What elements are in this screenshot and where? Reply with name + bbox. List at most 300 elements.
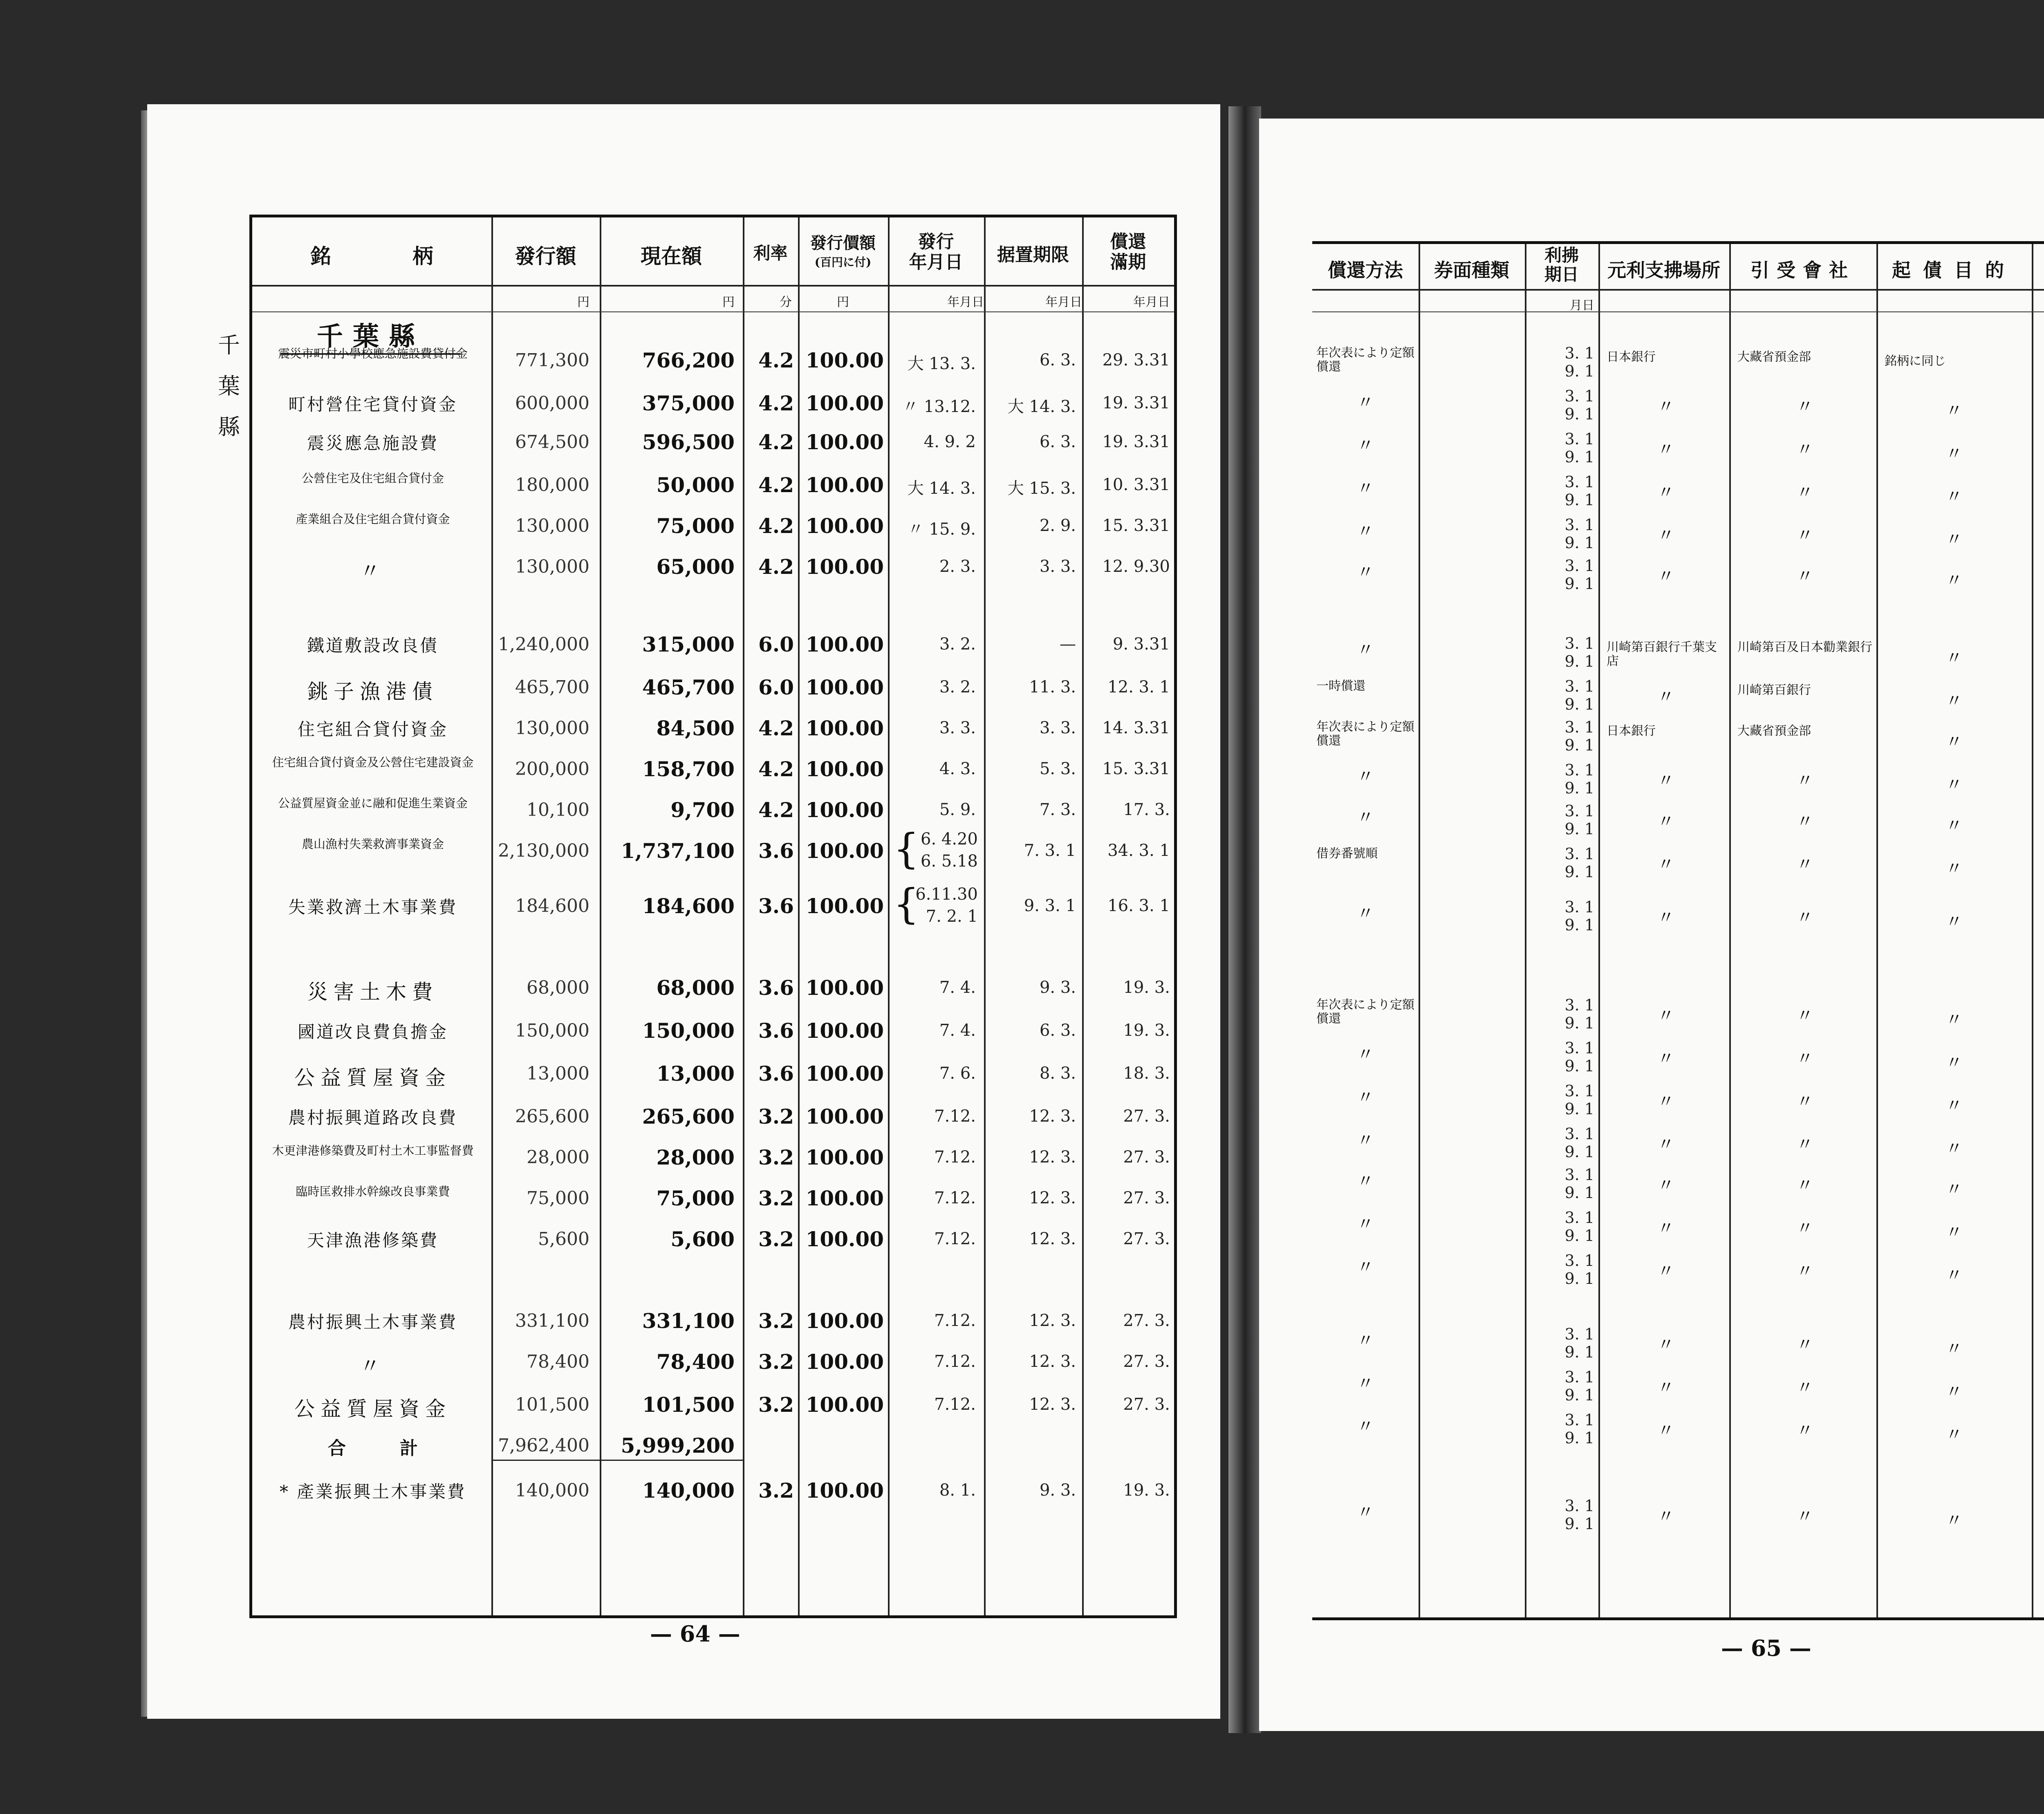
row-payer: 〃 (1657, 1420, 1674, 1440)
row-current: 9,700 (670, 798, 735, 822)
row-name: 住宅組合貸付資金 (297, 719, 448, 739)
row-rate: 3.2 (758, 1145, 794, 1169)
row-price: 100.00 (805, 757, 884, 781)
row-deferment: 6. 3. (1039, 1021, 1076, 1040)
row-underwriter: 〃 (1796, 1006, 1813, 1026)
row-purpose: 〃 (1945, 775, 1963, 795)
row-pay-day: 3. 1 9. 1 (1564, 1325, 1594, 1361)
row-name: 農山漁村失業救濟事業資金 (301, 837, 444, 851)
row-payer: 〃 (1657, 1134, 1674, 1154)
header-issued-2: 年月日 (909, 252, 963, 273)
row-issue: 101,500 (515, 1394, 589, 1415)
row-deferment: 12. 3. (1029, 1148, 1076, 1167)
row-redeem: 27. 3. (1123, 1148, 1170, 1167)
row-issue: 13,000 (527, 1063, 589, 1084)
row-redeem: 29. 3.31 (1102, 351, 1170, 370)
unit-issued: 年月日 (947, 295, 984, 309)
row-issue: 771,300 (515, 350, 589, 371)
row-issue: 200,000 (515, 759, 589, 779)
row-deferment: — (1060, 635, 1076, 654)
row-rate: 4.2 (758, 757, 794, 781)
row-current: 68,000 (656, 976, 735, 1000)
row-purpose: 〃 (1945, 486, 1963, 506)
row-deferment: 11. 3. (1029, 678, 1076, 696)
row-method: 年次表により定額償還 (1316, 720, 1414, 748)
row-current: 158,700 (642, 757, 735, 781)
row-name: 震災市町村小學校應急施設費貸付金 (278, 347, 468, 361)
row-deferment: 9. 3. (1039, 1481, 1076, 1500)
row-name: 震災應急施設費 (307, 433, 439, 453)
row-name: 鐵道敷設改良債 (307, 636, 439, 656)
row-issued: 8. 1. (939, 1481, 976, 1500)
row-pay-day: 3. 1 9. 1 (1564, 1497, 1594, 1533)
row-issue: 130,000 (515, 556, 589, 577)
row-issue: 150,000 (515, 1020, 589, 1041)
row-underwriter: 〃 (1796, 1048, 1813, 1068)
row-current: 78,400 (656, 1350, 735, 1374)
row-method: 〃 (1356, 1044, 1374, 1064)
row-price: 100.00 (805, 839, 884, 863)
row-issued: 7.12. (934, 1311, 976, 1330)
row-purpose: 〃 (1945, 529, 1963, 549)
row-name: 公益質屋資金並に融和促進生業資金 (278, 796, 468, 810)
row-current: 5,999,200 (621, 1433, 735, 1458)
section-title: 千葉縣 (281, 316, 461, 355)
row-issue: 331,100 (515, 1310, 589, 1331)
row-name: * 產業振興土木事業費 (279, 1482, 466, 1502)
row-price: 100.00 (805, 1478, 884, 1503)
row-name: 住宅組合貸付資金及公營住宅建設資金 (272, 755, 474, 769)
row-redeem: 19. 3.31 (1102, 432, 1170, 451)
row-price: 100.00 (805, 1393, 884, 1417)
row-pay-day: 3. 1 9. 1 (1564, 1039, 1594, 1075)
header-price-sub: (百円に付) (814, 255, 872, 269)
row-issued-2: 7. 2. 1 (926, 907, 978, 926)
row-rate: 3.6 (758, 1019, 794, 1043)
row-issued: 5. 9. (939, 800, 976, 819)
row-rate: 4.2 (758, 798, 794, 822)
row-purpose: 〃 (1945, 691, 1963, 711)
row-issued: 3. 3. (939, 719, 976, 737)
header-method: 償還方法 (1328, 259, 1403, 281)
row-purpose: 〃 (1945, 443, 1963, 464)
row-name: 農村振興土木事業費 (288, 1312, 457, 1332)
header-issue: 發行額 (515, 244, 576, 268)
row-underwriter: 〃 (1796, 482, 1813, 502)
row-current: 5,600 (670, 1227, 735, 1251)
unit-current: 円 (722, 295, 735, 309)
row-redeem: 9. 3.31 (1113, 635, 1170, 654)
row-pay-day: 3. 1 9. 1 (1564, 718, 1594, 754)
row-pay-day: 3. 1 9. 1 (1564, 516, 1594, 552)
row-method: 〃 (1356, 521, 1374, 541)
row-underwriter: 〃 (1796, 1218, 1813, 1238)
row-current: 13,000 (656, 1062, 735, 1086)
unit-issue: 円 (577, 295, 589, 309)
header-redeem-2: 滿期 (1110, 252, 1146, 273)
row-redeem: 12. 9.30 (1102, 557, 1170, 576)
row-method: 借券番號順 (1316, 847, 1378, 861)
row-price: 100.00 (805, 632, 884, 656)
row-issued: 7.12. (934, 1107, 976, 1126)
row-issue: 465,700 (515, 677, 589, 698)
row-issue: 184,600 (515, 896, 589, 916)
row-method: 〃 (1356, 1087, 1374, 1107)
row-purpose: 〃 (1945, 1424, 1963, 1444)
row-redeem: 19. 3. (1123, 1021, 1170, 1040)
row-pay-day: 3. 1 9. 1 (1564, 1252, 1594, 1288)
row-current: 596,500 (642, 430, 735, 454)
row-issued: 7. 4. (939, 978, 976, 997)
row-payer: 〃 (1657, 1218, 1674, 1238)
row-purpose: 〃 (1945, 1138, 1963, 1158)
row-redeem: 15. 3.31 (1102, 516, 1170, 535)
header-underwriter: 引受會社 (1750, 259, 1855, 281)
row-issued: 〃 15. 9. (907, 520, 976, 539)
row-redeem: 27. 3. (1123, 1189, 1170, 1207)
row-payer: 日本銀行 (1607, 724, 1656, 738)
row-purpose: 〃 (1945, 911, 1963, 932)
row-price: 100.00 (805, 1104, 884, 1129)
row-payer: 〃 (1657, 439, 1674, 459)
row-deferment: 3. 3. (1039, 719, 1076, 737)
row-issue: 75,000 (527, 1188, 589, 1209)
row-pay-day: 3. 1 9. 1 (1564, 1166, 1594, 1202)
row-current: 75,000 (656, 1186, 735, 1210)
row-redeem: 19. 3.31 (1102, 394, 1170, 412)
row-issued: 2. 3. (939, 557, 976, 576)
row-rate: 4.2 (758, 348, 794, 372)
row-issued: 大 13. 3. (907, 354, 976, 373)
row-current: 65,000 (656, 555, 735, 579)
row-purpose: 〃 (1945, 732, 1963, 752)
row-redeem: 10. 3.31 (1102, 475, 1170, 494)
row-pay-day: 3. 1 9. 1 (1564, 845, 1594, 881)
row-underwriter: 川崎第百及日本勸業銀行 (1737, 640, 1872, 654)
row-current: 184,600 (642, 894, 735, 918)
row-method: 年次表により定額償還 (1316, 998, 1414, 1026)
row-deferment: 2. 9. (1039, 516, 1076, 535)
row-method: 〃 (1356, 1214, 1374, 1234)
row-price: 100.00 (805, 430, 884, 454)
row-payer: 〃 (1657, 525, 1674, 545)
row-payer: 〃 (1657, 482, 1674, 502)
row-redeem: 14. 3.31 (1102, 719, 1170, 737)
row-rate: 4.2 (758, 716, 794, 740)
row-name: 國道改良費負擔金 (297, 1022, 448, 1042)
row-current: 101,500 (642, 1393, 735, 1417)
row-issued: 6.11.30 (915, 885, 978, 904)
row-issued: 7.12. (934, 1395, 976, 1414)
row-payer: 〃 (1657, 1506, 1674, 1526)
row-pay-day: 3. 1 9. 1 (1564, 557, 1594, 593)
total-underline (491, 1460, 743, 1461)
row-purpose: 銘柄に同じ (1885, 354, 1946, 368)
row-redeem: 15. 3.31 (1102, 759, 1170, 778)
row-rate: 4.2 (758, 391, 794, 415)
row-issued: 〃 13.12. (902, 397, 976, 416)
row-issued: 4. 9. 2 (923, 432, 976, 451)
row-payer: 〃 (1657, 1335, 1674, 1355)
row-pay-day: 3. 1 9. 1 (1564, 1411, 1594, 1447)
unit-price: 円 (837, 295, 849, 309)
row-deferment: 12. 3. (1029, 1229, 1076, 1248)
row-purpose: 〃 (1945, 1339, 1963, 1359)
row-pay-day: 3. 1 9. 1 (1564, 761, 1594, 797)
row-current: 140,000 (642, 1478, 735, 1503)
row-purpose: 〃 (1945, 1222, 1963, 1242)
bond-table-left (249, 215, 1177, 1618)
row-purpose: 〃 (1945, 1010, 1963, 1030)
row-price: 100.00 (805, 1062, 884, 1086)
row-issued: 7. 4. (939, 1021, 976, 1040)
row-pay-day: 3. 1 9. 1 (1564, 344, 1594, 380)
row-name: 農村振興道路改良費 (288, 1108, 457, 1128)
row-method: 〃 (1356, 392, 1374, 412)
row-purpose: 〃 (1945, 815, 1963, 835)
row-purpose: 〃 (1945, 648, 1963, 668)
header-redeem: 償還 (1110, 231, 1146, 252)
row-deferment: 大 15. 3. (1007, 479, 1076, 498)
row-issue: 130,000 (515, 515, 589, 536)
row-pay-day: 3. 1 9. 1 (1564, 387, 1594, 423)
row-rate: 4.2 (758, 514, 794, 538)
row-underwriter: 〃 (1796, 566, 1813, 586)
row-redeem: 19. 3. (1123, 978, 1170, 997)
row-purpose: 〃 (1945, 1053, 1963, 1073)
row-price: 100.00 (805, 894, 884, 918)
row-underwriter: 〃 (1796, 770, 1813, 791)
row-underwriter: 〃 (1796, 811, 1813, 831)
row-issue: 78,400 (527, 1351, 589, 1372)
row-name: 木更津港修築費及町村土木工事監督費 (272, 1144, 474, 1158)
row-purpose: 〃 (1945, 570, 1963, 590)
row-price: 100.00 (805, 675, 884, 699)
row-rate: 3.2 (758, 1309, 794, 1333)
row-issued: 7.12. (934, 1148, 976, 1167)
header-pay-day: 利拂 (1544, 245, 1579, 265)
row-price: 100.00 (805, 1350, 884, 1374)
row-current: 1,737,100 (621, 839, 735, 863)
row-name: 臨時匡救排水幹線改良事業費 (296, 1185, 450, 1198)
row-underwriter: 〃 (1796, 1420, 1813, 1440)
row-name: 公益質屋資金 (294, 1397, 451, 1421)
row-method: 年次表により定額償還 (1316, 346, 1414, 374)
row-issued: 3. 2. (939, 678, 976, 696)
row-deferment: 3. 3. (1039, 557, 1076, 576)
row-price: 100.00 (805, 555, 884, 579)
row-payer: 川崎第百銀行千葉支店 (1607, 640, 1717, 668)
brace-glyph: { (893, 880, 919, 928)
row-issue: 5,600 (538, 1229, 589, 1250)
row-rate: 3.6 (758, 1062, 794, 1086)
row-redeem: 12. 3. 1 (1107, 678, 1170, 696)
row-underwriter: 〃 (1796, 1134, 1813, 1154)
row-rate: 3.6 (758, 839, 794, 863)
bond-table-right (1312, 241, 2044, 1620)
row-rate: 3.2 (758, 1393, 794, 1417)
row-method: 〃 (1356, 766, 1374, 786)
row-current: 465,700 (642, 675, 735, 699)
row-method: 〃 (1356, 1171, 1374, 1191)
left-page (147, 104, 1220, 1719)
row-method: 〃 (1356, 1130, 1374, 1150)
page-number-right: — 65 — (1721, 1635, 1811, 1661)
row-issued: 7.12. (934, 1229, 976, 1248)
row-purpose: 〃 (1945, 1510, 1963, 1530)
row-deferment: 12. 3. (1029, 1189, 1076, 1207)
row-payer: 日本銀行 (1607, 350, 1656, 364)
row-issue: 130,000 (515, 718, 589, 739)
row-underwriter: 〃 (1796, 1377, 1813, 1397)
row-method: 〃 (1356, 478, 1374, 498)
brace-glyph: { (893, 825, 919, 873)
row-payer: 〃 (1657, 811, 1674, 831)
row-purpose: 〃 (1945, 1382, 1963, 1402)
row-issue: 28,000 (527, 1147, 589, 1168)
row-pay-day: 3. 1 9. 1 (1564, 1125, 1594, 1161)
row-price: 100.00 (805, 716, 884, 740)
row-method: 〃 (1356, 1416, 1374, 1436)
row-issue: 265,600 (515, 1106, 589, 1127)
row-method: 〃 (1356, 435, 1374, 455)
row-pay-day: 3. 1 9. 1 (1564, 1209, 1594, 1245)
row-issued-2: 6. 5.18 (921, 852, 978, 871)
row-redeem: 27. 3. (1123, 1352, 1170, 1371)
row-name: 〃 (360, 1354, 386, 1378)
row-method: 〃 (1356, 807, 1374, 827)
row-method: 〃 (1356, 1502, 1374, 1522)
row-name: 產業組合及住宅組合貸付資金 (296, 512, 450, 526)
row-name: 町村營住宅貸付資金 (288, 394, 457, 414)
row-issue: 10,100 (527, 800, 589, 820)
row-issue: 2,130,000 (498, 840, 589, 861)
row-rate: 3.2 (758, 1478, 794, 1503)
row-purpose: 〃 (1945, 1179, 1963, 1199)
row-redeem: 27. 3. (1123, 1395, 1170, 1414)
right-page (1259, 119, 2044, 1731)
row-price: 100.00 (805, 348, 884, 372)
row-underwriter: 大藏省預金部 (1737, 350, 1811, 364)
row-current: 50,000 (656, 473, 735, 497)
row-issued: 6. 4.20 (921, 830, 978, 849)
row-price: 100.00 (805, 1145, 884, 1169)
unit-pay-day: 月日 (1570, 298, 1594, 313)
row-payer: 〃 (1657, 770, 1674, 791)
row-name: 合 計 (328, 1438, 418, 1459)
row-issue: 600,000 (515, 393, 589, 414)
row-issue: 1,240,000 (498, 634, 589, 655)
row-underwriter: 〃 (1796, 854, 1813, 874)
row-price: 100.00 (805, 391, 884, 415)
row-issue: 180,000 (515, 475, 589, 495)
row-underwriter: 〃 (1796, 1506, 1813, 1526)
row-purpose: 〃 (1945, 401, 1963, 421)
row-method: 〃 (1356, 903, 1374, 923)
row-deferment: 12. 3. (1029, 1395, 1076, 1414)
row-price: 100.00 (805, 473, 884, 497)
row-redeem: 34. 3. 1 (1107, 841, 1170, 860)
header-payer: 元利支拂場所 (1607, 259, 1720, 281)
row-redeem: 18. 3. (1123, 1064, 1170, 1083)
row-underwriter: 〃 (1796, 1335, 1813, 1355)
row-issued: 3. 2. (939, 635, 976, 654)
row-name: 災害土木費 (307, 980, 438, 1004)
row-payer: 〃 (1657, 907, 1674, 927)
row-redeem: 19. 3. (1123, 1481, 1170, 1500)
row-current: 375,000 (642, 391, 735, 415)
row-issue: 7,962,400 (498, 1435, 589, 1456)
row-current: 766,200 (642, 348, 735, 372)
row-payer: 〃 (1657, 566, 1674, 586)
row-underwriter: 大藏省預金部 (1737, 724, 1811, 738)
row-rate: 3.2 (758, 1227, 794, 1251)
header-bond-type: 券面種類 (1434, 259, 1509, 281)
row-payer: 〃 (1657, 1048, 1674, 1068)
unit-deferment: 年月日 (1045, 295, 1082, 309)
row-rate: 3.6 (758, 976, 794, 1000)
row-deferment: 6. 3. (1039, 432, 1076, 451)
row-deferment: 12. 3. (1029, 1311, 1076, 1330)
row-rate: 4.2 (758, 555, 794, 579)
row-redeem: 27. 3. (1123, 1311, 1170, 1330)
header-price: 發行價額 (810, 233, 876, 253)
row-current: 75,000 (656, 514, 735, 538)
unit-rate: 分 (780, 295, 792, 309)
row-underwriter: 〃 (1796, 1261, 1813, 1281)
header-pay-day-2: 期日 (1544, 264, 1579, 284)
row-payer: 〃 (1657, 687, 1674, 707)
row-method: 〃 (1356, 640, 1374, 660)
row-issued: 4. 3. (939, 759, 976, 778)
row-payer: 〃 (1657, 1006, 1674, 1026)
row-rate: 6.0 (758, 632, 794, 656)
row-rate: 3.2 (758, 1104, 794, 1129)
header-purpose: 起債目的 (1892, 259, 2016, 281)
header-rate: 利率 (753, 243, 788, 263)
row-payer: 〃 (1657, 1091, 1674, 1111)
row-pay-day: 3. 1 9. 1 (1564, 802, 1594, 838)
row-name: 天津漁港修築費 (307, 1230, 439, 1250)
row-deferment: 8. 3. (1039, 1064, 1076, 1083)
row-redeem: 27. 3. (1123, 1229, 1170, 1248)
row-deferment: 9. 3. (1039, 978, 1076, 997)
unit-redeem: 年月日 (1133, 295, 1170, 309)
row-method: 一時償還 (1316, 679, 1365, 693)
row-redeem: 16. 3. 1 (1107, 896, 1170, 915)
row-payer: 〃 (1657, 1377, 1674, 1397)
row-price: 100.00 (805, 976, 884, 1000)
row-payer: 〃 (1657, 396, 1674, 417)
row-underwriter: 〃 (1796, 439, 1813, 459)
row-name: 公益質屋資金 (294, 1066, 451, 1090)
row-current: 265,600 (642, 1104, 735, 1129)
row-pay-day: 3. 1 9. 1 (1564, 898, 1594, 934)
row-current: 28,000 (656, 1145, 735, 1169)
row-purpose: 〃 (1945, 1265, 1963, 1285)
row-deferment: 6. 3. (1039, 351, 1076, 370)
row-method: 〃 (1356, 1257, 1374, 1277)
row-issued: 7.12. (934, 1352, 976, 1371)
row-rate: 4.2 (758, 430, 794, 454)
row-payer: 〃 (1657, 1261, 1674, 1281)
row-purpose: 〃 (1945, 1095, 1963, 1115)
row-deferment: 7. 3. 1 (1024, 841, 1076, 860)
row-issue: 140,000 (515, 1480, 589, 1501)
row-pay-day: 3. 1 9. 1 (1564, 996, 1594, 1032)
row-issued: 7. 6. (939, 1064, 976, 1083)
row-method: 〃 (1356, 562, 1374, 582)
